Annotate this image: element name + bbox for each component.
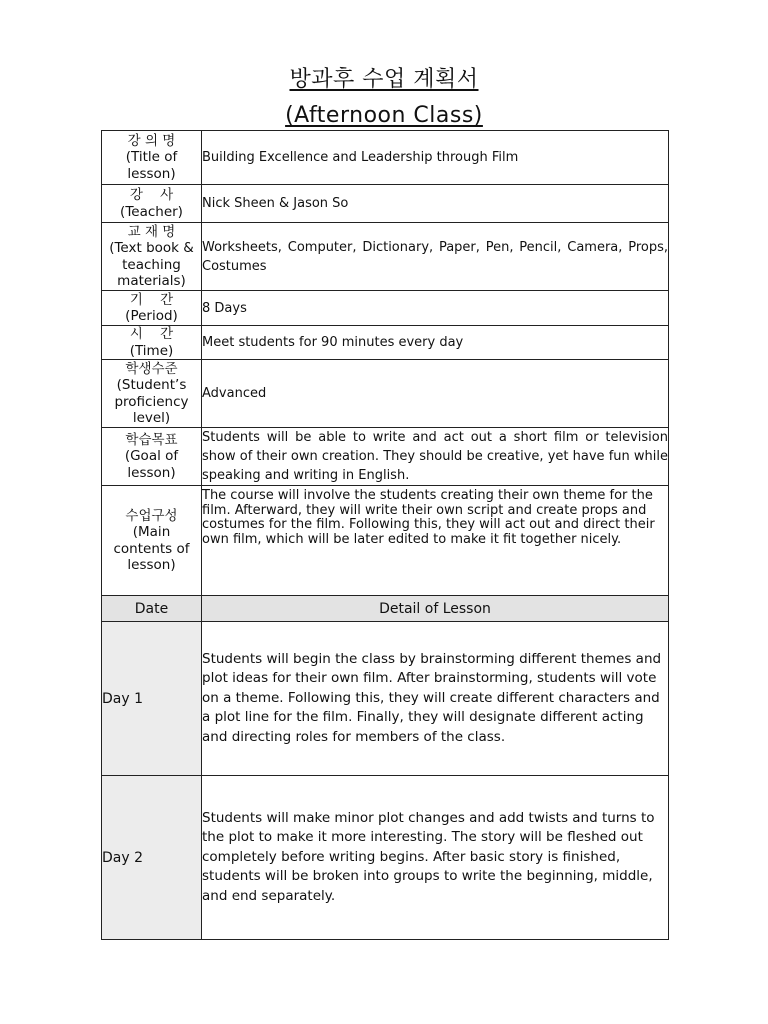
- label-line: (Teacher): [120, 203, 183, 220]
- info-label: [102, 486, 202, 596]
- info-label: [102, 223, 202, 291]
- day-label: Day 1: [102, 622, 202, 776]
- label-line: 학생수준: [125, 360, 178, 377]
- info-label-text: [102, 187, 201, 220]
- day-label: Day 2: [102, 776, 202, 940]
- info-label-text: [102, 326, 201, 359]
- schedule-header-detail: Detail of Lesson: [202, 596, 669, 622]
- info-row-teacher: [102, 185, 669, 223]
- info-value: Nick Sheen & Jason So: [202, 185, 669, 223]
- info-row-period: [102, 291, 669, 326]
- schedule-header-row: [102, 596, 669, 622]
- schedule-header-date: Date: [102, 596, 202, 622]
- label-line: 시 간: [129, 326, 174, 342]
- info-label: [102, 326, 202, 360]
- info-label-text: [102, 224, 201, 290]
- document-header: [0, 62, 768, 134]
- info-label-text: [102, 432, 201, 482]
- info-label: [102, 360, 202, 428]
- schedule-day-row: [102, 776, 669, 940]
- label-line: (Student’s: [116, 377, 187, 393]
- info-label: [102, 131, 202, 185]
- info-row-contents: [102, 486, 669, 596]
- label-line: proficiency: [114, 393, 189, 410]
- label-line: (Goal of: [124, 448, 179, 465]
- label-line: 교 재 명: [127, 223, 176, 240]
- info-value: Building Excellence and Leadership through Film: [202, 131, 669, 185]
- info-row-time: [102, 326, 669, 360]
- label-line: 강 의 명: [127, 132, 176, 149]
- label-line: (Text book &: [109, 240, 194, 256]
- info-value: The course will involve the students creating their own theme for the film. Afterward, they will write their own script and create props and costumes for the film. Following this, they will act out and direct their own film, which will be later edited to make it fit together nicely.: [202, 486, 669, 596]
- info-value: Meet students for 90 minutes every day: [202, 326, 669, 360]
- label-line: 수업구성: [125, 507, 178, 524]
- info-label: [102, 291, 202, 326]
- day-detail: Students will begin the class by brainstorming different themes and plot ideas for their own film. After brainstorming, students will vote on a theme. Following this, they will create different characters and a plot line for the film. Finally, they will designate different acting and directing roles for members of the class.: [202, 622, 669, 776]
- info-row-goal: [102, 428, 669, 486]
- info-row-materials: [102, 223, 669, 291]
- info-label: [102, 428, 202, 486]
- label-line: (Main: [132, 524, 171, 540]
- info-value: Advanced: [202, 360, 669, 428]
- document-title-english: (Afternoon Class): [285, 103, 483, 128]
- label-line: lesson): [127, 557, 176, 573]
- info-label: [102, 185, 202, 223]
- label-line: teaching: [122, 256, 181, 273]
- info-label-text: [102, 508, 201, 574]
- label-line: materials): [117, 273, 186, 289]
- label-line: level): [132, 410, 171, 426]
- info-label-text: [102, 292, 201, 325]
- label-line: 강 사: [129, 187, 174, 203]
- label-line: 학습목표: [125, 431, 178, 448]
- lesson-plan-table: [101, 130, 669, 940]
- info-row-proficiency: [102, 360, 669, 428]
- info-value: Students will be able to write and act out a short film or television show of their own creation. They should be creative, yet have fun while speaking and writing in English.: [202, 428, 669, 486]
- info-label-text: [102, 361, 201, 427]
- label-line: lesson): [127, 165, 176, 182]
- label-line: (Title of: [125, 149, 178, 166]
- info-value: Worksheets, Computer, Dictionary, Paper, Pen, Pencil, Camera, Props, Costumes: [202, 223, 669, 291]
- document-title-korean: 방과후 수업 계획서: [289, 67, 479, 92]
- label-line: lesson): [127, 464, 176, 481]
- day-detail: Students will make minor plot changes and add twists and turns to the plot to make it more interesting. The story will be fleshed out completely before writing begins. After basic story is finished, students will be broken into groups to write the beginning, middle, and end separately.: [202, 776, 669, 940]
- info-value: 8 Days: [202, 291, 669, 326]
- info-label-text: [102, 133, 201, 183]
- label-line: (Period): [125, 308, 178, 324]
- label-line: 기 간: [129, 291, 174, 308]
- schedule-day-row: [102, 622, 669, 776]
- label-line: (Time): [129, 342, 174, 359]
- info-row-title: [102, 131, 669, 185]
- label-line: contents of: [113, 540, 190, 557]
